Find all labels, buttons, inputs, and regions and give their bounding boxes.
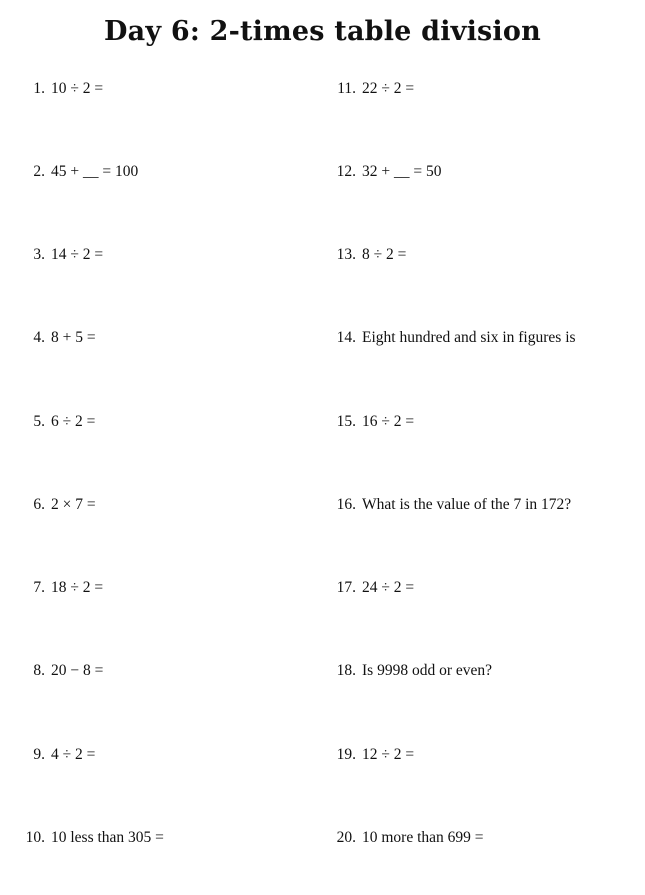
question-4 <box>0 329 300 347</box>
question-text: 16 ÷ 2 = <box>362 413 415 430</box>
question-13 <box>300 246 640 264</box>
question-number: 18. <box>336 662 356 679</box>
question-number: 15. <box>336 413 356 430</box>
question-text: Eight hundred and six in figures is <box>362 329 576 346</box>
question-number: 14. <box>336 329 356 346</box>
question-11 <box>300 80 640 98</box>
question-text: 45 + __ = 100 <box>51 163 139 180</box>
question-12 <box>300 163 640 181</box>
page-title: Day 6: 2-times table division <box>104 16 541 47</box>
question-14 <box>300 329 640 347</box>
question-number: 1. <box>33 80 45 97</box>
question-text: 14 ÷ 2 = <box>51 246 104 263</box>
question-number: 12. <box>336 163 356 180</box>
question-6 <box>0 496 300 514</box>
question-number: 9. <box>33 746 45 763</box>
question-text: 24 ÷ 2 = <box>362 579 415 596</box>
question-5 <box>0 413 300 431</box>
question-text: 12 ÷ 2 = <box>362 746 415 763</box>
question-number: 16. <box>336 496 356 513</box>
question-number: 20. <box>336 829 356 846</box>
question-text: 20 − 8 = <box>51 662 104 679</box>
question-2 <box>0 163 300 181</box>
question-text: 10 more than 699 = <box>362 829 484 846</box>
question-text: 2 × 7 = <box>51 496 96 513</box>
question-number: 10. <box>25 829 45 846</box>
question-7 <box>0 579 300 597</box>
question-number: 8. <box>33 662 45 679</box>
question-text: What is the value of the 7 in 172? <box>362 496 572 513</box>
question-number: 2. <box>33 163 45 180</box>
question-text: 6 ÷ 2 = <box>51 413 96 430</box>
question-text: 10 ÷ 2 = <box>51 80 104 97</box>
question-text: 32 + __ = 50 <box>362 163 442 180</box>
question-8 <box>0 662 300 680</box>
question-number: 4. <box>33 329 45 346</box>
question-number: 11. <box>337 80 356 97</box>
question-number: 7. <box>33 579 45 596</box>
question-number: 13. <box>336 246 356 263</box>
question-text: 18 ÷ 2 = <box>51 579 104 596</box>
question-number: 19. <box>336 746 356 763</box>
question-10 <box>0 829 300 847</box>
question-15 <box>300 413 640 431</box>
question-1 <box>0 80 300 98</box>
question-19 <box>300 746 640 764</box>
question-17 <box>300 579 640 597</box>
question-3 <box>0 246 300 264</box>
question-16 <box>300 496 640 514</box>
question-text: Is 9998 odd or even? <box>362 662 492 679</box>
question-text: 10 less than 305 = <box>51 829 164 846</box>
question-9 <box>0 746 300 764</box>
question-number: 17. <box>336 579 356 596</box>
question-20 <box>300 829 640 847</box>
question-text: 4 ÷ 2 = <box>51 746 96 763</box>
question-text: 22 ÷ 2 = <box>362 80 415 97</box>
question-text: 8 + 5 = <box>51 329 96 346</box>
question-18 <box>300 662 640 680</box>
question-number: 5. <box>33 413 45 430</box>
question-number: 6. <box>33 496 45 513</box>
question-text: 8 ÷ 2 = <box>362 246 407 263</box>
question-number: 3. <box>33 246 45 263</box>
